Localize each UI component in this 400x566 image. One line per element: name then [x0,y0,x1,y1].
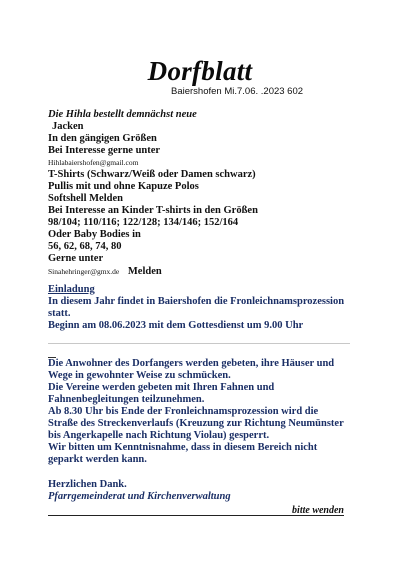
hihla-interesse: Bei Interesse gerne unter [48,145,161,156]
hihla-kinder: Bei Interesse an Kinder T-shirts in den Größen [48,205,258,216]
hihla-groessen: In den gängigen Größen [48,133,157,144]
einladung-line3: Beginn am 08.06.2023 mit dem Gottesdienst um 9.00 Uhr [48,320,304,331]
bitte-wenden: bitte wenden [292,505,344,516]
anwohner-line: Die Vereine werden gebeten mit Ihren Fahnen und [48,382,275,393]
hihla-jacken: Jacken [52,121,84,132]
hihla-baby: Oder Baby Bodies in [48,229,141,240]
hihla-email[interactable]: Hihlabaiershofen@gmail.com [48,158,139,167]
anwohner-line: Straße des Streckenverlaufs (Kreuzung zur Richtung Neumünster [48,418,344,429]
hihla-softshell: Softshell Melden [48,193,123,204]
anwohner-line: Die Anwohner des Dorfangers werden gebeten, ihre Häuser und [48,358,335,369]
einladung-heading: Einladung [48,284,95,295]
anwohner-line: Wir bitten um Kenntnisnahme, dass in diesem Bereich nicht [48,442,318,453]
closing-signature: Pfarrgemeinderat und Kirchenverwaltung [48,491,231,502]
anwohner-section [48,348,344,466]
einladung-section [48,284,344,332]
hihla-email2[interactable]: Sinahehringer@gmx.de [48,267,120,276]
anwohner-line: bis Angerkapelle nach Richtung Violau) gesperrt. [48,430,270,441]
dash-mark [48,348,56,358]
page-title: Dorfblatt [147,56,253,86]
bottom-rule [48,515,344,516]
closing-section [48,479,231,503]
section-divider [48,343,350,344]
hihla-pullis: Pullis mit und ohne Kapuze Polos [48,181,199,192]
hihla-section [48,109,258,278]
hihla-intro: Die Hihla bestellt demnächst neue [48,109,197,120]
anwohner-line: geparkt werden kann. [48,454,147,465]
einladung-line2: statt. [48,308,71,319]
hihla-melden: Melden [127,266,162,277]
hihla-tshirts: T-Shirts (Schwarz/Weiß oder Damen schwarz) [48,169,256,180]
anwohner-line: Ab 8.30 Uhr bis Ende der Fronleichnamsprozession wird die [48,406,319,417]
hihla-baby-sizes: 56, 62, 68, 74, 80 [48,241,122,252]
anwohner-line: Fahnenbegleitungen teilzunehmen. [48,394,205,405]
hihla-gerne: Gerne unter [48,253,104,264]
closing-dank: Herzlichen Dank. [48,479,127,490]
hihla-kinder-sizes: 98/104; 110/116; 122/128; 134/146; 152/164 [48,217,239,228]
anwohner-line: Wege in gewohnter Weise zu schmücken. [48,370,231,381]
page-subtitle: Baiershofen Mi.7.06. .2023 602 [171,86,304,97]
einladung-line1: In diesem Jahr findet in Baiershofen die Fronleichnamsprozession [48,296,345,307]
